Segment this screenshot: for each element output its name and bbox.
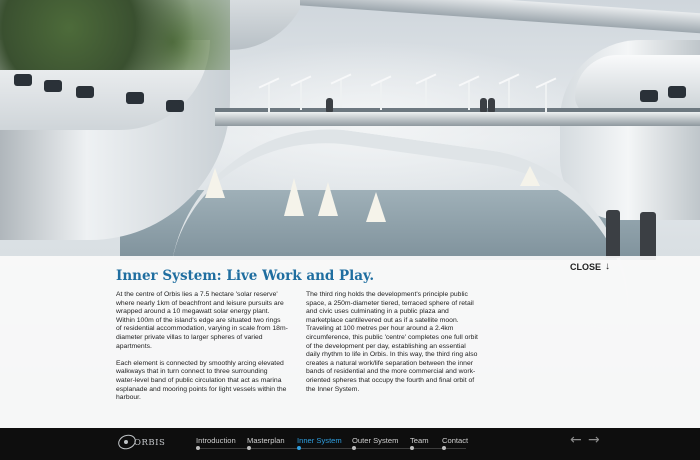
nav-item-contact[interactable]: Contact	[442, 436, 469, 445]
wind-turbine	[300, 82, 302, 110]
nav-dot	[247, 446, 251, 450]
rooftop-greenery	[0, 0, 230, 70]
upper-walkway	[300, 0, 700, 35]
sailboat	[284, 178, 304, 216]
sailboat	[205, 168, 225, 198]
wind-turbine	[508, 80, 510, 108]
tower-window	[14, 74, 32, 86]
tower-window	[668, 86, 686, 98]
logo-text: ORBIS	[134, 438, 166, 448]
close-label: CLOSE	[570, 262, 602, 272]
paragraph: The third ring holds the development's principle public space, a 250m-diameter tiered, terraced sphere of retail and civic uses culminating in a public plaza and marketplace cantilevered out as if a satellite moon. Traveling at 100 metres per hour around a 2.4km circumference, this public 'centre' completes one full orbit of the development per day, establishing an essential daily rhythm to life in Orbis. In this way, the third ring also creates a natural work/life separation between the inner bands of residential and the more commercial and work-oriented spheres that occupy the fourth and final orbit of the Inner System.	[306, 291, 478, 393]
arrow-left-icon[interactable]: ←	[570, 432, 582, 448]
planet-dot-icon	[124, 440, 128, 444]
panel-title: Inner System: Live Work and Play.	[116, 268, 375, 284]
nav-dot-active	[297, 446, 301, 450]
tower-window	[76, 86, 94, 98]
text-column-right	[306, 291, 478, 403]
nav-item-outer-system[interactable]: Outer System	[352, 436, 399, 445]
sailboat	[366, 192, 386, 222]
tower-window	[640, 90, 658, 102]
wind-turbine	[425, 80, 427, 108]
nav-dot	[196, 446, 200, 450]
nav-item-introduction[interactable]: Introduction	[196, 436, 236, 445]
text-column-left	[116, 291, 288, 411]
tower-window	[166, 100, 184, 112]
tower-window	[44, 80, 62, 92]
paragraph: Each element is connected by smoothly arcing elevated walkways that in turn connect to three surrounding water-level band of public circulation that act as marina esplanade and mooring points for light vessels within the harbour.	[116, 359, 287, 402]
person-figure	[640, 212, 656, 260]
nav-item-team[interactable]: Team	[410, 436, 429, 445]
person-figure	[488, 98, 495, 112]
nav-item-inner-system[interactable]: Inner System	[297, 436, 342, 445]
tower-window	[126, 92, 144, 104]
wind-turbine	[380, 82, 382, 110]
nav-item-masterplan[interactable]: Masterplan	[247, 436, 285, 445]
elevated-walkway-bridge	[215, 112, 700, 126]
wind-turbine	[268, 84, 270, 112]
wind-turbine	[340, 80, 342, 108]
wind-turbine	[545, 84, 547, 112]
arrow-down-icon: ↓	[605, 261, 611, 272]
person-figure	[606, 210, 620, 258]
nav-dot	[442, 446, 446, 450]
orbis-logo[interactable]	[118, 433, 166, 453]
wind-turbine	[468, 82, 470, 110]
right-tower-ring	[575, 55, 700, 115]
nav-progress-track	[196, 448, 466, 449]
arrow-right-icon[interactable]: →	[588, 432, 600, 448]
sailboat	[318, 182, 338, 216]
nav-dot	[352, 446, 356, 450]
person-figure	[326, 98, 333, 112]
nav-dot	[410, 446, 414, 450]
person-figure	[480, 98, 487, 112]
close-button[interactable]	[570, 260, 610, 274]
paragraph: At the centre of Orbis lies a 7.5 hectare 'solar reserve' where nearly 1km of beachfront and leisure pursuits are wrapped around a 10 megawatt solar energy plant. Within 100m of the island's edge are situated two rings of residential accommodation, varying in scale from 18m-diameter private villas to larger spheres of varied apartments.	[116, 291, 288, 350]
sailboat	[520, 166, 540, 186]
